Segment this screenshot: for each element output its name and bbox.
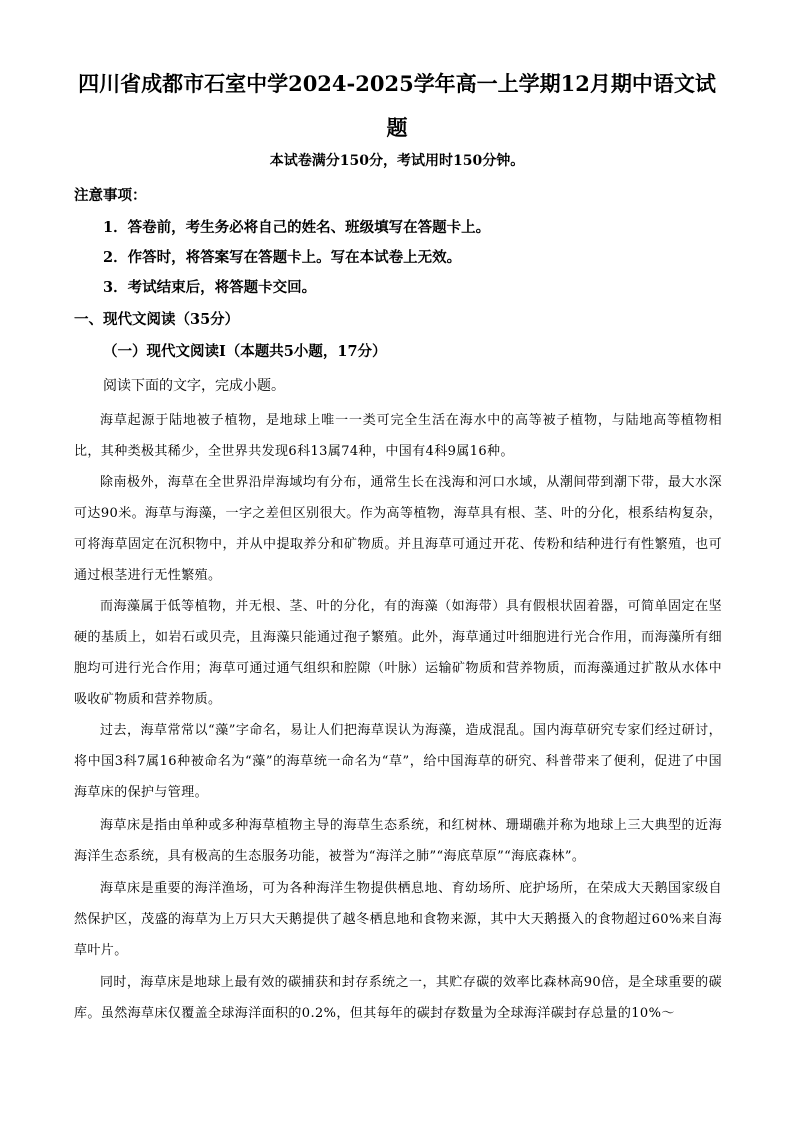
exam-title-line-2: 题 (386, 115, 408, 140)
exam-subtitle: 本试卷满分150分，考试用时150分钟。 (269, 153, 525, 169)
notice-item-1: 1．答卷前，考生务必将自己的姓名、班级填写在答题卡上。 (103, 219, 491, 236)
passage-paragraph-2: 除南极外，海草在全世界沿岸海域均有分布，通常生长在浅海和河口水域，从潮间带到潮下带，最大水深可达90米。海草与海藻，一字之差但区别很大。作为高等植物，海草具有根、茎、叶的分化，根系结构复杂，可将海草固定在沉积物中，并从中提取养分和矿物质。并且海草可通过开花、传粉和结种进行有性繁殖，也可通过根茎进行无性繁殖。 (74, 475, 722, 583)
reading-prompt: 阅读下面的文字，完成小题。 (103, 378, 285, 394)
passage-paragraph-7: 同时，海草床是地球上最有效的碳捕获和封存系统之一，其贮存碳的效率比森林高90倍，是全球重要的碳库。虽然海草床仅覆盖全球海洋面积的0.2%，但其每年的碳封存数量为全球海洋碳封存总量的10%～ (74, 975, 722, 1021)
passage-paragraph-3: 而海藻属于低等植物，并无根、茎、叶的分化，有的海藻（如海带）具有假根状固着器，可简单固定在坚硬的基质上，如岩石或贝壳，且海藻只能通过孢子繁殖。此外，海草通过叶细胞进行光合作用，而海藻所有细胞均可进行光合作用；海草可通过通气组织和腔隙（叶脉）运输矿物质和营养物质，而海藻通过扩散从水体中吸收矿物质和营养物质。 (74, 599, 722, 707)
exam-title-line-1: 四川省成都市石室中学2024-2025学年高一上学期12月期中语文试 (78, 71, 716, 96)
notice-item-3: 3．考试结束后，将答题卡交回。 (103, 279, 317, 296)
passage-paragraph-6: 海草床是重要的海洋渔场，可为各种海洋生物提供栖息地、育幼场所、庇护场所，在荣成大天鹅国家级自然保护区，茂盛的海草为上万只大天鹅提供了越冬栖息地和食物来源，其中大天鹅摄入的食物超过60%来自海草叶片。 (74, 881, 722, 958)
subsection-heading: （一）现代文阅读Ⅰ（本题共5小题，17分） (103, 343, 387, 360)
notice-item-2: 2．作答时，将答案写在答题卡上。写在本试卷上无效。 (103, 249, 462, 266)
notice-heading: 注意事项： (74, 187, 147, 204)
passage-paragraph-1: 海草起源于陆地被子植物，是地球上唯一一类可完全生活在海水中的高等被子植物，与陆地高等植物相比，其种类极其稀少，全世界共发现6科13属74种，中国有4科9属16种。 (74, 413, 722, 459)
section-heading: 一、现代文阅读（35分） (74, 311, 240, 328)
passage-paragraph-5: 海草床是指由单种或多种海草植物主导的海草生态系统，和红树林、珊瑚礁并称为地球上三大典型的近海海洋生态系统，具有极高的生态服务功能，被誉为“海洋之肺”“海底草原”“海底森林”。 (74, 818, 722, 864)
passage-paragraph-4: 过去，海草常常以“藻”字命名，易让人们把海草误认为海藻，造成混乱。国内海草研究专家们经过研讨，将中国3科7属16种被命名为“藻”的海草统一命名为“草”，给中国海草的研究、科普带来了便利，促进了中国海草床的保护与管理。 (74, 723, 722, 800)
